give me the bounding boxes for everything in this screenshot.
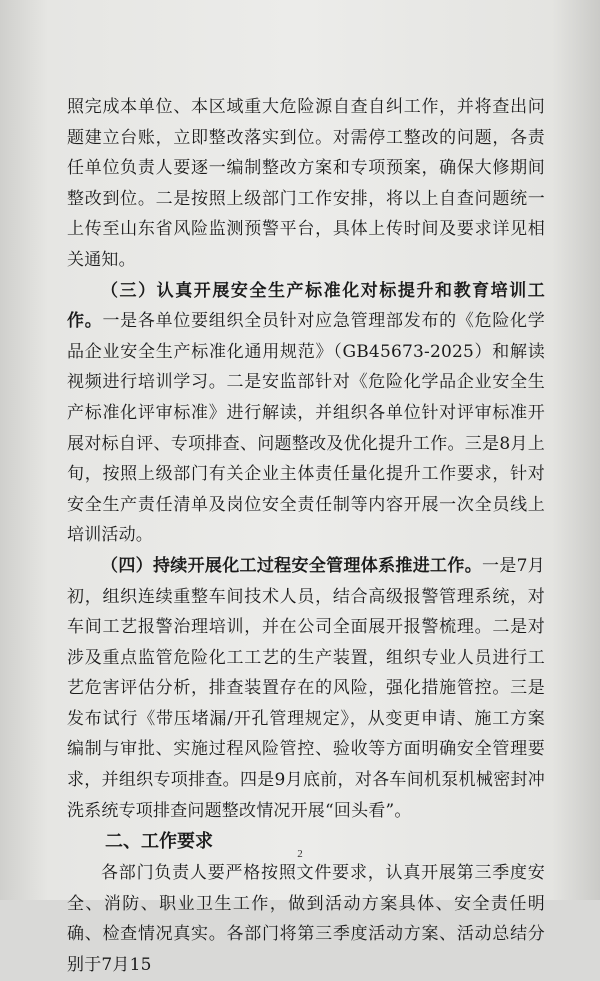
- paragraph-standardization-body: 一是各单位要组织全员针对应急管理部发布的《危险化学品企业安全生产标准化通用规范》（GB45673-2025）和解读视频进行培训学习。二是安监部针对《危险化学品企业安全生产标准化评审标准》进行解读，并组织各单位针对评审标准开展对标自评、专项排查、问题整改及优化提升工作。三是8月上旬，按照上级部门有关企业主体责任量化提升工作要求，针对安全生产责任清单及岗位安全责任制等内容开展一次全员线上培训活动。: [67, 311, 545, 546]
- page-number: 2: [297, 848, 303, 860]
- paragraph-work-requirements: 各部门负责人要严格按照文件要求，认真开展第三季度安全、消防、职业卫生工作，做到活动方案具体、安全责任明确、检查情况真实。各部门将第三季度活动方案、活动总结分别于7月15: [67, 863, 545, 976]
- subheading-process-safety: （四）持续开展化工过程安全管理体系推进工作。: [101, 555, 483, 576]
- paragraph-process-safety: [67, 551, 545, 826]
- paragraph-process-safety-body: 一是7月初，组织连续重整车间技术人员，结合高级报警管理系统，对车间工艺报警治理培训，并在公司全面展开报警梳理。二是对涉及重点监管危险化工工艺的生产装置，组织专业人员进行工艺危害评估分析，排查装置存在的风险，强化措施管控。三是发布试行《带压堵漏/开孔管理规定》，从变更申请、施工方案编制与审批、实施过程风险管控、验收等方面明确安全管理要求，并组织专项排查。四是9月底前，对各车间机泵机械密封冲洗系统专项排查问题整改情况开展“回头看”。: [67, 555, 545, 821]
- subheading-standardization: （三）认真开展安全生产标准化对标提升和教育培训工作。: [67, 280, 545, 332]
- section-title-work-requirements: 二、工作要求: [105, 831, 213, 853]
- paragraph-hazard-self-check: 照完成本单位、本区域重大危险源自查自纠工作，并将查出问题建立台账，立即整改落实到位。对需停工整改的问题，各责任单位负责人要逐一编制整改方案和专项预案，确保大修期间整改到位。二是按照上级部门工作安排，将以上自查问题统一上传至山东省风险监测预警平台，具体上传时间及要求详见相关通知。: [67, 97, 545, 270]
- paragraph-standardization: [67, 276, 545, 551]
